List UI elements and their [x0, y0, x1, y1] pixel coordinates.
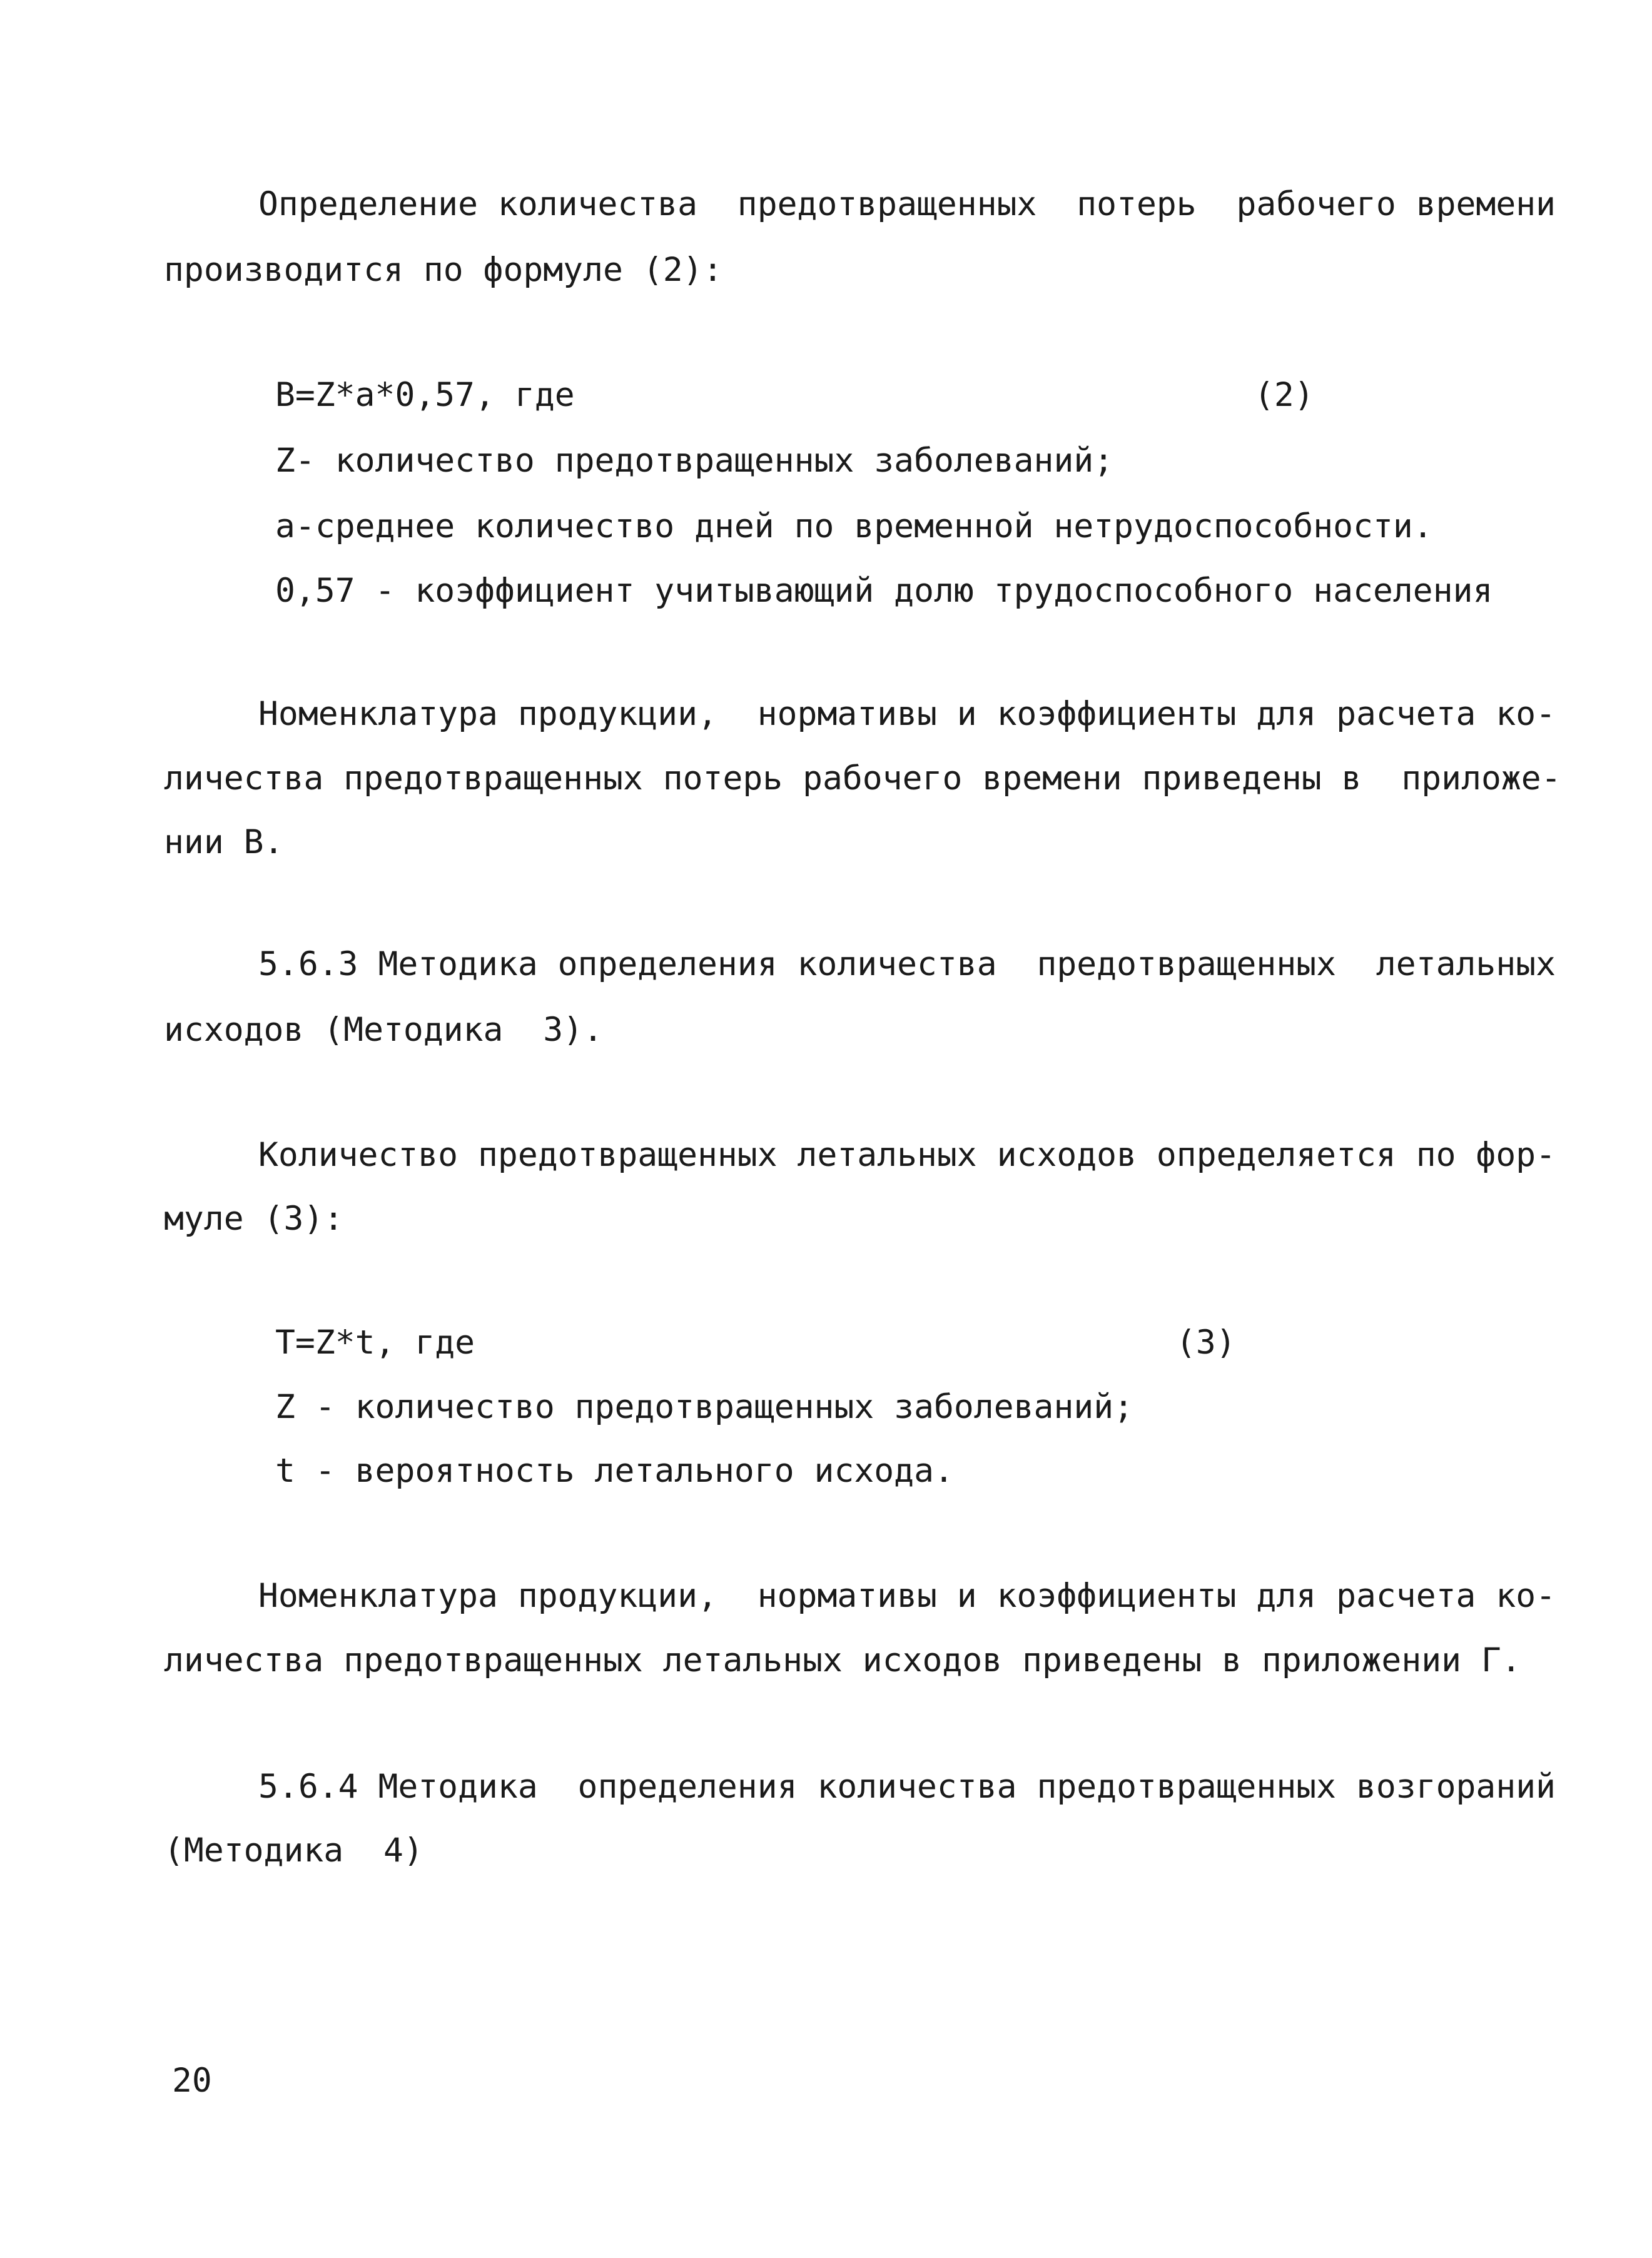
formula-2-definition-a: а-среднее количество дней по временной нетрудоспособности. — [275, 507, 1433, 545]
formula-2-definition-coefficient: 0,57 - коэффициент учитывающий долю трудоспособного населения — [275, 572, 1493, 610]
formula-2-expression: B=Z*a*0,57, где — [275, 376, 575, 414]
section-5-6-4-heading-line-2: (Методика 4) — [164, 1831, 423, 1870]
paragraph-2-line-2: личества предотвращенных потерь рабочего времени приведены в приложе- — [164, 759, 1561, 797]
paragraph-4-line-1: Номенклатура продукции, нормативы и коэффициенты для расчета ко- — [258, 1577, 1556, 1615]
paragraph-2-line-1: Номенклатура продукции, нормативы и коэффициенты для расчета ко- — [258, 695, 1556, 733]
formula-3-expression: T=Z*t, где — [275, 1324, 475, 1362]
section-5-6-3-heading-line-1: 5.6.3 Методика определения количества предотвращенных летальных — [258, 945, 1556, 983]
paragraph-1-line-2: производится по формуле (2): — [164, 251, 723, 289]
formula-3-definition-z: Z - количество предотвращенных заболеваний; — [275, 1388, 1134, 1426]
formula-2-definition-z: Z- количество предотвращенных заболеваний; — [275, 442, 1114, 480]
formula-3-number: (3) — [1176, 1324, 1236, 1362]
paragraph-2-line-3: нии В. — [164, 823, 284, 861]
paragraph-3-line-2: муле (3): — [164, 1200, 344, 1238]
page-number: 20 — [172, 2062, 212, 2100]
formula-3-definition-t: t - вероятность летального исхода. — [275, 1452, 954, 1490]
paragraph-4-line-2: личества предотвращенных летальных исходов приведены в приложении Г. — [164, 1641, 1521, 1679]
section-5-6-4-heading-line-1: 5.6.4 Методика определения количества предотвращенных возгораний — [258, 1768, 1556, 1806]
paragraph-3-line-1: Количество предотвращенных летальных исходов определяется по фор- — [258, 1136, 1556, 1174]
paragraph-1-line-1: Определение количества предотвращенных потерь рабочего времени — [258, 185, 1556, 223]
formula-2-number: (2) — [1254, 376, 1314, 414]
section-5-6-3-heading-line-2: исходов (Методика 3). — [164, 1011, 603, 1049]
